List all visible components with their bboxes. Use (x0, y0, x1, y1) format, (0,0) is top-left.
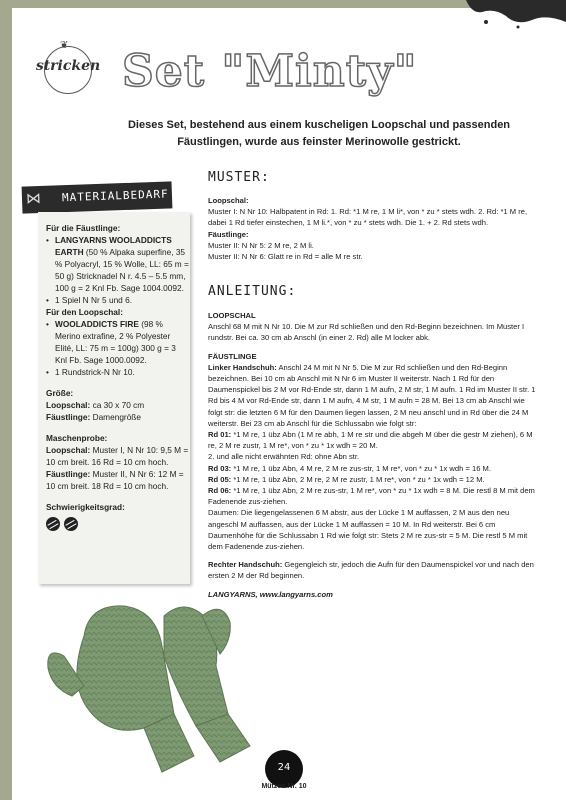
size-heading: Größe: (46, 388, 74, 398)
yarn-ball-icon (64, 517, 78, 531)
muster-loop-text: Muster I: N Nr 10: Halbpatent in Rd: 1. Rd: *1 M re, 1 M li*, von * zu * stets wdh. 2. Rd: *1 M re, dabei 1 Rd tiefer einstechen, 1 M li.*, von * zu * stets wdh. Die 1. + 2. Rd stets wdh. (208, 207, 528, 228)
material-header-label: MATERIALBEDARF (61, 187, 169, 205)
watermark: PassionForum.ru (491, 782, 560, 792)
faust-yarn-desc: (50 % Alpaka superfine, 35 % Polyacryl, 15 % Wolle, LL: 65 m = 50 g) Stricknadel N r. 4.5 – 5.5 mm, 100 g = 2 Knl Fb. Sage 1004.0092. (55, 247, 189, 293)
thumb-text: Daumen: Die liegengelassenen 6 M abstr, aus der Lücke 1 M auffassen, 2 M aus den neu angeschl M auffassen, aus der Lücke 1 M auffassen = 10 M. In Rd weiterstr. Bei 6 cm Daumenhöhe für die Schlussabn 1 Rd wie folgt str: Stets 2 M re zus-str = 5 M. Die restl 5 M mit dem Fadenende zus-ziehen. (208, 508, 528, 552)
rd05-text: *1 M re, 1 übz Abn, 2 M re, 2 M re zustr, 1 M re*, von * zu * 1x wdh = 12 M. (231, 474, 485, 484)
gauge-faust-label: Fäustlinge: (46, 469, 91, 479)
left-mitten-text: Anschl 24 M mit N Nr 5. Die M zur Rd schließen und den Rd-Beginn bezeichnen. Bei 10 cm ab Anschl mit N Nr 6 im Muster II weiterstr. Nach 1 Rd für den Daumenspickel bis 2 M vor Rd-Ende str, dann 1 M aufn, 2 M str, 1 M aufn. 1 Rd im Muster II str. 1 Rd bis 4 M vor Rd-Ende str, dann 1 M aufn, 4 M str, 1 M aufn = 28 M. Bei 13 cm ab Anschl wie folgt str: die letzten 6 M für den Daumen liegen lassen, 2 M neu anschl und in Rd über die 24 M weiterstr. Bei 23 cm ab Anschl für die Schlussabn wie folgt str: (208, 362, 536, 428)
rd03-text: *1 M re, 1 übz Abn, 4 M re, 2 M re zus-str, 1 M re*, von * zu * 1x wdh = 16 M. (231, 463, 491, 473)
anleitung-heading: ANLEITUNG: (208, 284, 297, 299)
muster-faust-label: Fäustlinge: (208, 229, 249, 239)
size-loop-label: Loopschal: (46, 400, 91, 410)
yarn-ball-icon (46, 517, 60, 531)
left-mitten-label: Linker Handschuh: (208, 362, 277, 372)
muster-heading: MUSTER: (208, 170, 270, 185)
loop-yarn-name: WOOLADDICTS FIRE (55, 319, 139, 329)
loop-needle: 1 Rundstrick-N Nr 10. (55, 367, 135, 377)
size-faust-label: Fäustlinge: (46, 412, 91, 422)
loop-section-text: Anschl 68 M mit N Nr 10. Die M zur Rd schließen und den Rd-Beginn bezeichnen. Im Muster I rundstr. Bei ca. 30 cm ab Anschl (in einer 2. Rd) alle M locker abk. (208, 322, 525, 343)
rd02-text: 2. und alle nicht erwähnten Rd: ohne Abn str. (208, 452, 360, 462)
gauge-loop-value: Muster I, N Nr 10: 9,5 M = 10 cm breit. 16 Rd = 10 cm hoch. (46, 445, 189, 467)
list-item: • WOOLADDICTS FIRE (98 % Merino extrafine, 2 % Polyester Elité, LL: 75 m = 100g) 300 g = 3 Knl Fb. Sage 1000.0092. (46, 319, 176, 365)
list-item: • LANGYARNS WOOLADDICTS EARTH (50 % Alpaka superfine, 35 % Polyacryl, 15 % Wolle, LL: 65 m = 50 g) Stricknadel N r. 4.5 – 5.5 mm, 100 g = 2 Knl Fb. Sage 1004.0092. (46, 235, 189, 293)
faust-section-heading: FÄUSTLINGE (208, 351, 257, 361)
muster-faust-text-1: Muster II: N Nr 5: 2 M re, 2 M li. (208, 240, 314, 250)
list-item: • 1 Rundstrick-N Nr 10. (46, 367, 135, 377)
bow-icon: ⋈ (25, 188, 42, 208)
faust-yarn-name: LANGYARNS WOOLADDICTS EARTH (55, 235, 172, 257)
rd05-label: Rd 05: (208, 474, 232, 484)
anleitung-body (208, 310, 540, 600)
list-item: • 1 Spiel N Nr 5 und 6. (46, 295, 133, 305)
leaf-icon: ❦ (60, 40, 69, 51)
muster-loop-label: Loopschal: (208, 196, 249, 205)
material-header (22, 181, 173, 213)
credit-text: LANGYARNS, www.langyarns.com (208, 589, 333, 599)
loop-section-heading: LOOPSCHAL (208, 311, 256, 320)
loop-heading: Für den Loopschal: (46, 307, 123, 317)
ink-splatter-decoration (456, 0, 566, 30)
rd06-label: Rd 06: (208, 486, 232, 496)
gauge-faust-value: Muster II, N Nr 6: 12 M = 10 cm breit. 18 Rd = 10 cm hoch. (46, 469, 184, 491)
rd06-text: *1 M re, 1 übz Abn, 2 M re zus-str, 1 M re*, von * zu * 1x wdh = 8 M. Die restl 8 M mit dem Fadenende zus-ziehen. (208, 486, 535, 507)
stricken-logo (30, 40, 106, 100)
material-box (38, 212, 190, 584)
page-title: Set "Minty" (122, 46, 418, 97)
difficulty-rating (46, 517, 190, 531)
difficulty-heading: Schwierigkeitsgrad: (46, 502, 125, 512)
faust-needle: 1 Spiel N Nr 5 und 6. (55, 295, 133, 305)
faust-heading: Für die Fäustlinge: (46, 223, 121, 233)
rd01-label: Rd 01: (208, 430, 232, 440)
rd01-text: *1 M re, 1 übz Abn (1 M re abh, 1 M re str und die abgeh M über die gestr M ziehen), 6 M re, 2 M re zustr, 1 M re*, von * zu * 1x wdh = 20 M. (208, 430, 533, 451)
loop-yarn-desc: (98 % Merino extrafine, 2 % Polyester Elité, LL: 75 m = 100g) 300 g = 3 Knl Fb. Sage 1000.0092. (55, 319, 176, 365)
size-faust-value: Damengröße (90, 412, 141, 422)
magazine-name: Mützen Nr. 10 (261, 783, 307, 790)
mittens-photo (44, 596, 254, 776)
gauge-loop-label: Loopschal: (46, 445, 91, 455)
page-number: 24 (265, 750, 303, 788)
right-mitten-label: Rechter Handschuh: (208, 560, 283, 570)
rd03-label: Rd 03: (208, 463, 232, 473)
muster-faust-text-2: Muster II: N Nr 6: Glatt re in Rd = alle M re str. (208, 252, 363, 262)
muster-body (208, 195, 540, 262)
size-loop-value: ca 30 x 70 cm (90, 400, 145, 410)
gauge-heading: Maschenprobe: (46, 433, 108, 443)
logo-text: stricken (35, 58, 101, 74)
right-mitten-text: Gegengleich str, jedoch die Aufn für den Daumenspickel vor und nach den ersten 2 M der Rd beginnen. (208, 560, 534, 581)
intro-text: Dieses Set, bestehend aus einem kuscheligen Loopschal und passenden Fäustlingen, wurde aus feinster Merinowolle gestrickt. (127, 119, 511, 148)
